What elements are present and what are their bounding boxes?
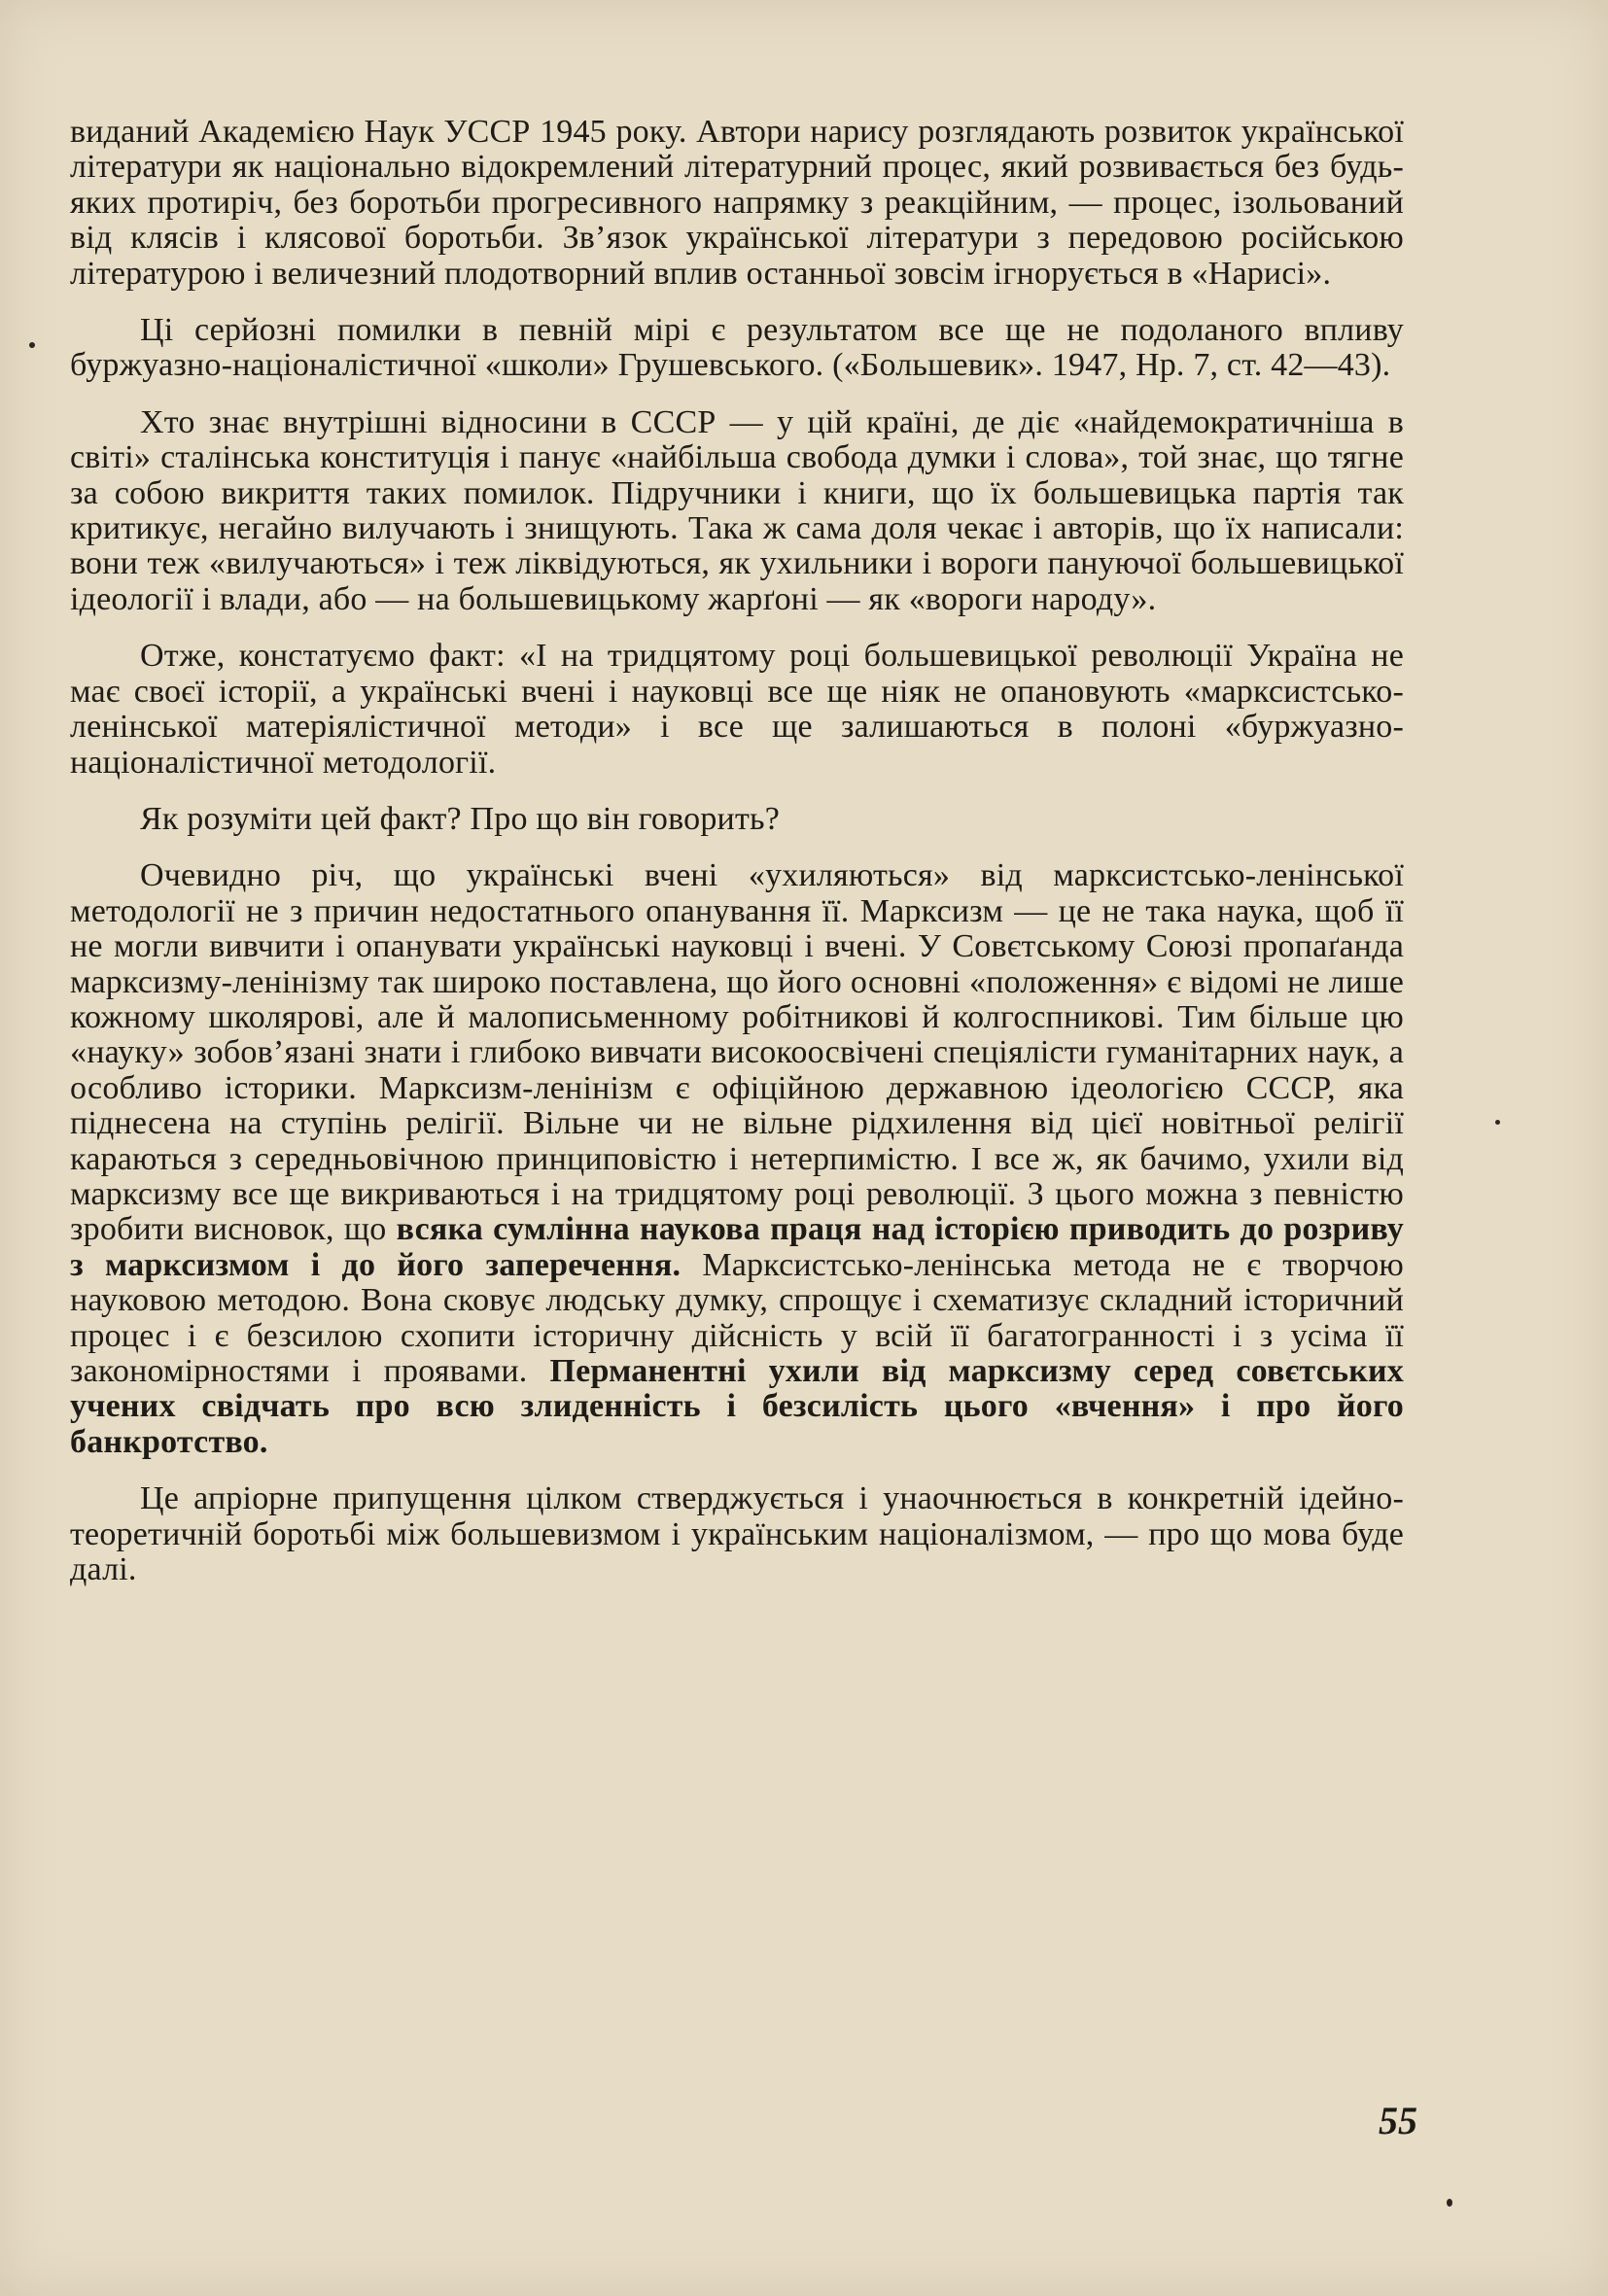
paragraph-4 — [70, 639, 1404, 781]
paragraph-1 — [70, 115, 1404, 292]
print-speck — [29, 342, 35, 348]
paragraph-2 — [70, 313, 1404, 384]
paragraph-5 — [70, 802, 1404, 837]
paragraph-4-text: Отже, констатуємо факт: «І на тридцятому році большевицької революції Україна не має своєї історії, а українські вчені і науковці все ще ніяк не опановують «марксистсько-ленінської матеріялістичної методи» і все ще залишаються в полоні «буржуазно-націоналістичної методології. — [70, 638, 1404, 781]
paragraph-1-text: виданий Академією Наук УССР 1945 року. Автори нарису розглядають розвиток української літератури як національно відокремлений літературний процес, який розвивається без будь-яких протиріч, без боротьби прогресивного напрямку з реакційним, — процес, ізольований від клясів і клясової боротьби. Зв’язок української літератури з передовою російською літературою і величезний плодотворний вплив останньої зовсім ігнорується в «Нарисі». — [70, 114, 1404, 292]
paragraph-6-text-b: Марксистсько-ленінська метода не є творчою науковою методою. Вона сковує людську думку, спрощує і схематизує складний історичний процес і є безсилою схопити історичну дійсність у всій її багатогранності і з усіма її закономірностями і проявами. — [70, 1246, 1405, 1389]
body-text — [70, 115, 1404, 1609]
print-speck — [1495, 1120, 1500, 1125]
paragraph-6-text-a: Очевидно річ, що українські вчені «ухиляються» від марксистсько-ленінської методології не з причин недостатнього опанування її. Марксизм — це не така наука, щоб її не могли вивчити і опанувати українські науковці і вчені. У Совєтському Союзі пропаґанда марксизму-ленінізму так широко поставлена, що його основні «положення» є відомі не лише кожному школярові, але й малописьменному робітникові й колгоспникові. Тим більше цю «науку» зобов’язані знати і глибоко вивчати високоосвічені спеціялісти гуманітарних наук, а особливо історики. Марксизм-ленінізм є офіційною державною ідеологією СССР, яка піднесена на ступінь релігії. Вільне чи не вільне рідхилення від цієї новітньої релігії караються з середньовічною принциповістю і нетерпимістю. І все ж, як бачимо, ухили від марксизму все ще викриваються і на тридцятому році революції. З цього можна з певністю зробити висновок, що — [70, 857, 1404, 1248]
print-speck — [1447, 2199, 1452, 2207]
paragraph-7 — [70, 1481, 1404, 1587]
paragraph-6-emphasis-a: всяка сумлінна наукова праця над історією приводить до розриву з марксизмом і до його заперечення. — [70, 1211, 1404, 1283]
paragraph-2-text: Ці серйозні помилки в певній мірі є результатом все ще не подоланого впливу буржуазно-націоналістичної «школи» Грушевського. («Большевик». 1947, Нр. 7, ст. 42—43). — [70, 312, 1404, 384]
paragraph-3-text: Хто знає внутрішні відносини в СССР — у цій країні, де діє «найдемократичніша в світі» сталінська конституція і панує «найбільша свобода думки і слова», той знає, що тягне за собою викриття таких помилок. Підручники і книги, що їх большевицька партія так критикує, негайно вилучають і знищують. Така ж сама доля чекає і авторів, що їх написали: вони теж «вилучаються» і теж ліквідуються, як ухильники і вороги пануючої большевицької ідеології і влади, або — на большевицькому жарґоні — як «вороги народу». — [70, 403, 1404, 617]
paragraph-6 — [70, 858, 1404, 1460]
paragraph-7-text: Це апріорне припущення цілком стверджується і унаочнюється в конкретній ідейно-теоретичній боротьбі між большевизмом і українським націоналізмом, — про що мова буде далі. — [70, 1480, 1404, 1588]
paragraph-5-text: Як розуміти цей факт? Про що він говорить? — [140, 800, 781, 837]
paragraph-3 — [70, 405, 1404, 617]
paragraph-6-emphasis-b: Перманентні ухили від марксизму серед совєтських учених свідчать про всю злиденність і безсилість цього «вчення» і про його банкротство. — [70, 1353, 1404, 1460]
page-number: 55 — [1379, 2099, 1417, 2142]
